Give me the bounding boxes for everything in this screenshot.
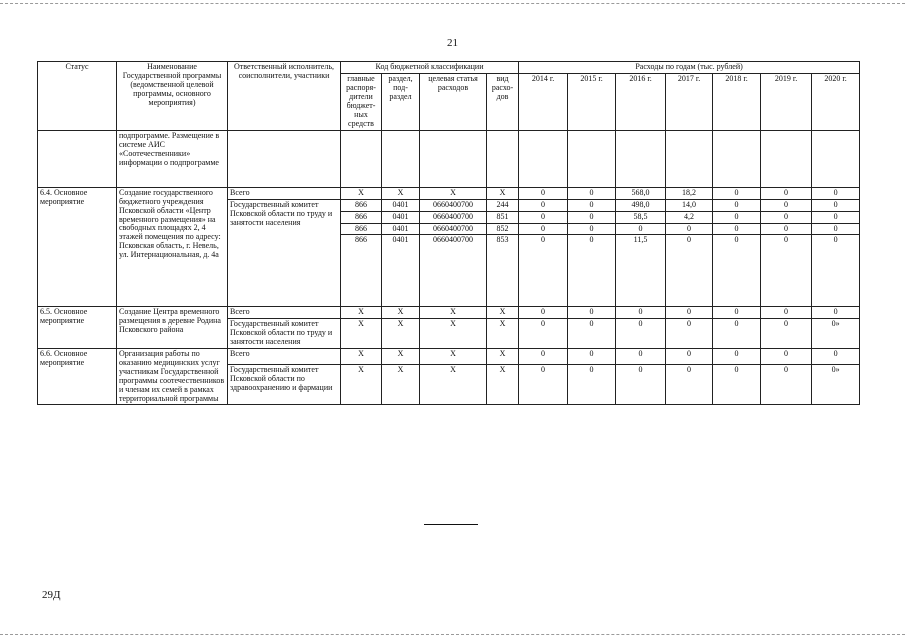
cell: 11,5	[616, 235, 666, 246]
cell: 0	[713, 235, 761, 246]
cell: 0	[568, 348, 616, 364]
header-row-1	[38, 62, 860, 74]
cell: X	[420, 318, 487, 348]
cell	[713, 130, 761, 187]
cell: 0	[666, 235, 713, 246]
cell: 0	[616, 364, 666, 405]
cell: 0	[568, 318, 616, 348]
cell	[487, 130, 519, 187]
cell: 14,0	[666, 199, 713, 211]
cell: 58,5	[616, 211, 666, 223]
cell: 0401	[382, 223, 420, 235]
row-status: 6.6. Основное мероприятие	[38, 348, 117, 405]
cell: 0	[761, 187, 812, 199]
cell: X	[341, 306, 382, 318]
total-label: Всего	[228, 187, 341, 199]
cell: 0	[568, 364, 616, 405]
cell: X	[487, 306, 519, 318]
cell: 0	[519, 235, 568, 246]
cell: 866	[341, 235, 382, 246]
header-year: 2016 г.	[616, 73, 666, 130]
cell: 0	[761, 364, 812, 405]
cell: 0	[616, 306, 666, 318]
cell: 0	[519, 199, 568, 211]
cell: 244	[487, 199, 519, 211]
header-expenses-group: Расходы по годам (тыс. рублей)	[519, 62, 860, 74]
cell: 0	[713, 364, 761, 405]
cell: 0	[713, 318, 761, 348]
cell: 0	[519, 348, 568, 364]
cell: 0	[519, 211, 568, 223]
header-code-col: целевая статья расходов	[420, 73, 487, 130]
cell: 0	[812, 211, 860, 223]
cell	[812, 130, 860, 187]
row-name: Организация работы по оказанию медицинских услуг участникам Государственной программы соотечественников и членам их семей в рамках территориальной программы	[117, 348, 228, 405]
cell: 0	[519, 223, 568, 235]
row-name: Создание Центра временного размещения в деревне Родина Псковского района	[117, 306, 228, 348]
header-executor: Ответственный исполнитель, соисполнители, участники	[228, 62, 341, 131]
table-row	[38, 348, 860, 364]
cell: 0	[666, 318, 713, 348]
cell: X	[341, 318, 382, 348]
cell: 0660400700	[420, 199, 487, 211]
page-number: 21	[447, 37, 458, 49]
header-year: 2018 г.	[713, 73, 761, 130]
header-code-group: Код бюджетной классификации	[341, 62, 519, 74]
table-row-continuation	[38, 130, 860, 187]
cell: X	[420, 348, 487, 364]
cell: 0	[713, 223, 761, 235]
header-year: 2019 г.	[761, 73, 812, 130]
cell: 568,0	[616, 187, 666, 199]
cell: 0»	[812, 318, 860, 348]
cell: 0	[666, 348, 713, 364]
cell	[420, 130, 487, 187]
cell: 0	[519, 187, 568, 199]
header-status: Статус	[38, 62, 117, 131]
cell: 0	[812, 348, 860, 364]
header-code-col: раздел, под-раздел	[382, 73, 420, 130]
cell: 0	[761, 318, 812, 348]
cell: 0	[713, 211, 761, 223]
cell: 4,2	[666, 211, 713, 223]
cell: 18,2	[666, 187, 713, 199]
cell: 0660400700	[420, 223, 487, 235]
cell: 0	[713, 199, 761, 211]
page-stamp: 29Д	[42, 589, 61, 601]
cell: 0	[713, 348, 761, 364]
cell: 0	[666, 364, 713, 405]
cell: 852	[487, 223, 519, 235]
cell: 0	[519, 318, 568, 348]
cell: 0	[761, 199, 812, 211]
row-status: 6.4. Основное мероприятие	[38, 187, 117, 306]
cell	[568, 130, 616, 187]
cell: X	[382, 306, 420, 318]
header-name: Наименование Государственной программы (ведомственной целевой программы, основного мероприятия)	[117, 62, 228, 131]
cell: 0	[812, 223, 860, 235]
cell: 866	[341, 211, 382, 223]
table-row	[38, 187, 860, 199]
cell: 0	[713, 306, 761, 318]
cell: 0	[761, 306, 812, 318]
cell: 0	[519, 364, 568, 405]
cell	[666, 130, 713, 187]
cell: 866	[341, 199, 382, 211]
cell: X	[420, 187, 487, 199]
row-executor: Государственный комитет Псковской области по труду и занятости населения	[228, 199, 341, 306]
cell	[341, 130, 382, 187]
header-code-col: вид расхо-дов	[487, 73, 519, 130]
cell: 0	[761, 235, 812, 246]
cell: 0	[519, 306, 568, 318]
cell: 0	[812, 199, 860, 211]
cell	[228, 130, 341, 187]
cell: 0	[713, 187, 761, 199]
cell: X	[487, 348, 519, 364]
cell: 851	[487, 211, 519, 223]
cell: X	[341, 348, 382, 364]
bottom-scan-line	[0, 634, 905, 635]
cell	[38, 130, 117, 187]
cell: 0401	[382, 199, 420, 211]
cell: X	[420, 364, 487, 405]
cell: 0	[616, 348, 666, 364]
cell: 0	[666, 223, 713, 235]
header-year: 2015 г.	[568, 73, 616, 130]
cell: 0	[616, 223, 666, 235]
cell: 866	[341, 223, 382, 235]
cell: 0»	[812, 364, 860, 405]
cell: 0	[568, 211, 616, 223]
cell: 0	[812, 235, 860, 246]
end-rule	[424, 524, 478, 525]
cell: X	[487, 187, 519, 199]
cell: 0401	[382, 211, 420, 223]
cell: X	[382, 348, 420, 364]
total-label: Всего	[228, 348, 341, 364]
cell: 0	[568, 223, 616, 235]
cell	[519, 130, 568, 187]
cell: 0	[568, 306, 616, 318]
cell	[616, 130, 666, 187]
top-scan-line	[0, 3, 905, 4]
table-row	[38, 306, 860, 318]
cell: 0	[666, 306, 713, 318]
header-year: 2017 г.	[666, 73, 713, 130]
row-status: 6.5. Основное мероприятие	[38, 306, 117, 348]
cell: 853	[487, 235, 519, 246]
cell: X	[341, 364, 382, 405]
header-code-col: главные распоря-дители бюджет-ных средств	[341, 73, 382, 130]
cell: 0	[812, 187, 860, 199]
cell	[382, 130, 420, 187]
cell: X	[420, 306, 487, 318]
cell	[761, 130, 812, 187]
cell: 0660400700	[420, 235, 487, 246]
cell: 0	[568, 235, 616, 246]
row-executor: Государственный комитет Псковской области по труду и занятости населения	[228, 318, 341, 348]
cell: 0	[616, 318, 666, 348]
cell: 0	[761, 211, 812, 223]
cell: 498,0	[616, 199, 666, 211]
header-year: 2014 г.	[519, 73, 568, 130]
cell: 0401	[382, 235, 420, 246]
cell: 0	[568, 187, 616, 199]
cell: 0	[761, 223, 812, 235]
cell: X	[382, 364, 420, 405]
total-label: Всего	[228, 306, 341, 318]
cell: 0	[761, 348, 812, 364]
cell: X	[382, 187, 420, 199]
budget-table	[37, 61, 860, 405]
cell: 0	[812, 306, 860, 318]
cell: 0	[568, 199, 616, 211]
cell: X	[487, 364, 519, 405]
row-name: Создание государственного бюджетного учреждения Псковской области «Центр временного размещения» на свободных площадях 2, 4 этажей помещения по адресу: Псковская область, г. Невель, ул. Интернациональная, д. 4а	[117, 187, 228, 306]
cell: X	[341, 187, 382, 199]
cell: 0660400700	[420, 211, 487, 223]
cell: X	[382, 318, 420, 348]
header-year: 2020 г.	[812, 73, 860, 130]
continuation-text: подпрограмме. Размещение в системе АИС «Соотечественники» информации о подпрограмме	[117, 130, 228, 187]
cell: X	[487, 318, 519, 348]
row-executor: Государственный комитет Псковской области по здравоохранению и фармации	[228, 364, 341, 405]
